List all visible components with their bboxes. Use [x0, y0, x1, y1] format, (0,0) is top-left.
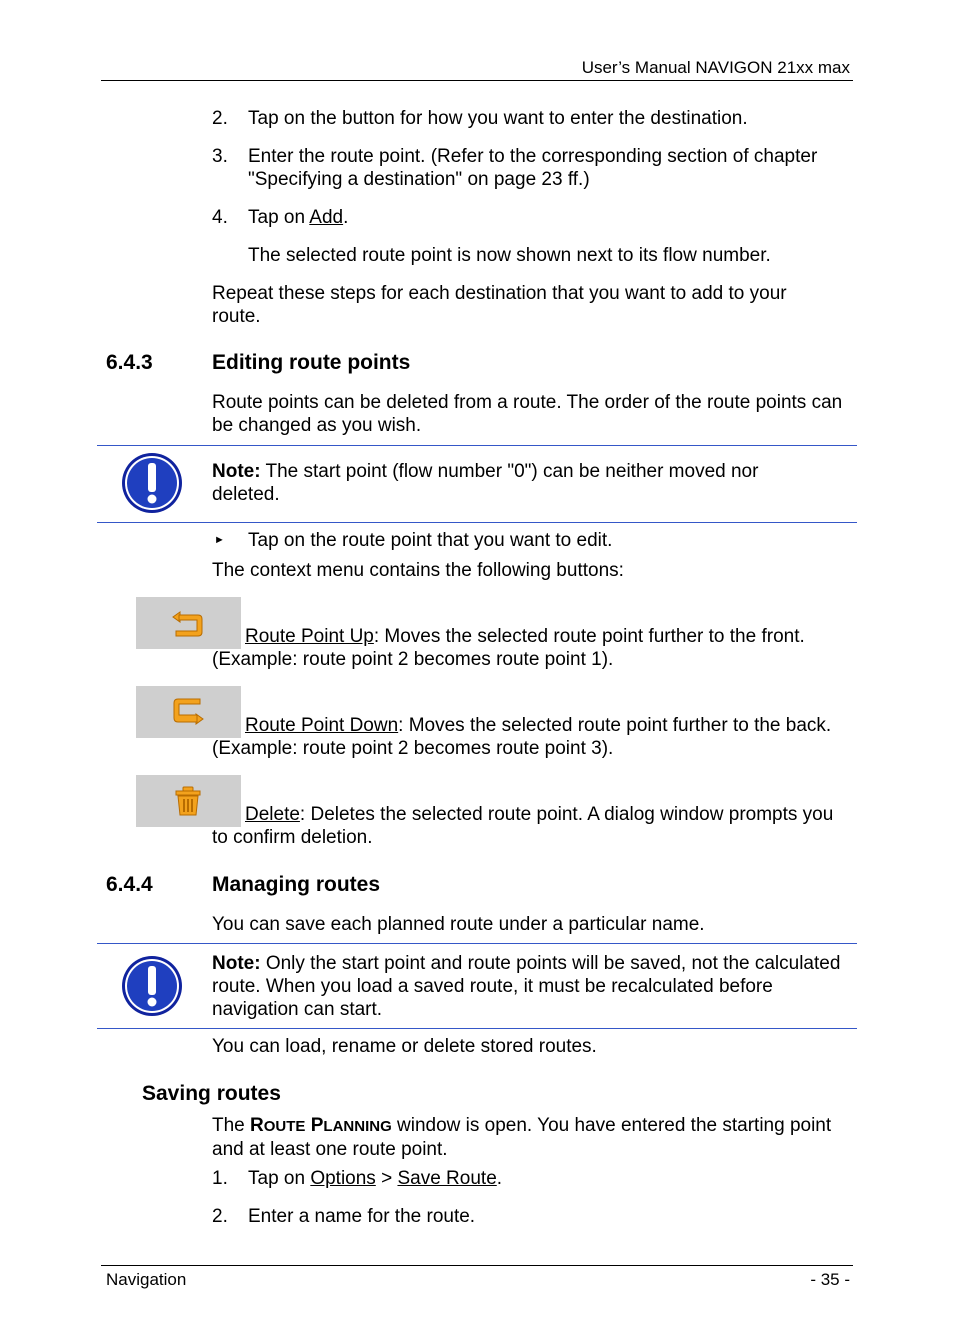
options-link[interactable]: Options	[310, 1168, 376, 1189]
note-rule-top	[97, 943, 857, 944]
step-number: 3.	[212, 146, 228, 167]
after-note-text: You can load, rename or delete stored routes.	[212, 1036, 597, 1057]
step-number: 2.	[212, 108, 228, 129]
section-title: Managing routes	[212, 873, 381, 896]
route-point-up-desc: Route Point Up: Moves the selected route point further to the front. (Example: route point 2 becomes route point 1).	[212, 626, 805, 670]
note-rule-bottom	[97, 522, 857, 523]
saving-intro: The ROUTE PLANNING window is open. You have entered the starting point and at least one route point.	[212, 1115, 832, 1160]
save-route-link[interactable]: Save Route	[397, 1168, 497, 1189]
step-number: 1.	[212, 1168, 228, 1189]
header-rule	[101, 80, 853, 81]
exclamation-icon	[121, 955, 183, 1017]
step-number: 2.	[212, 1206, 228, 1227]
add-link[interactable]: Add	[309, 207, 344, 228]
step-text: Tap on the button for how you want to enter the destination.	[248, 108, 748, 129]
subsection-title: Saving routes	[142, 1082, 281, 1105]
step-text: Enter the route point. (Refer to the corresponding section of chapter "Specifying a destination" on page 23 ff.)	[248, 146, 818, 190]
note-text: Note: The start point (flow number "0") can be neither moved nor deleted.	[212, 461, 759, 505]
context-menu-intro: The context menu contains the following buttons:	[212, 560, 624, 581]
section-number: 6.4.4	[106, 873, 153, 896]
route-point-down-icon	[170, 694, 206, 730]
section-title: Editing route points	[212, 351, 411, 374]
note-rule-top	[97, 445, 857, 446]
route-point-down-desc: Route Point Down: Moves the selected route point further to the back. (Example: route point 2 becomes route point 3).	[212, 715, 832, 759]
route-point-down-link[interactable]: Route Point Down	[245, 715, 399, 736]
bullet-text: Tap on the route point that you want to edit.	[248, 530, 613, 551]
step-number: 4.	[212, 207, 228, 228]
step-result: The selected route point is now shown next to its flow number.	[248, 245, 771, 266]
route-point-up-link[interactable]: Route Point Up	[245, 626, 374, 647]
section-intro: Route points can be deleted from a route. The order of the route points can be changed as you wish.	[212, 392, 843, 436]
note-rule-bottom	[97, 1028, 857, 1029]
section-number: 6.4.3	[106, 351, 153, 374]
note-text: Note: Only the start point and route points will be saved, not the calculated route. When you load a saved route, it must be recalculated before navigation can start.	[212, 953, 841, 1020]
page-header: User’s Manual NAVIGON 21xx max	[581, 58, 850, 77]
bullet-marker: ►	[214, 534, 225, 546]
footer-section: Navigation	[106, 1270, 187, 1289]
page-number: - 35 -	[810, 1270, 850, 1289]
delete-link[interactable]: Delete	[245, 804, 300, 825]
exclamation-icon	[121, 452, 183, 514]
delete-desc: Delete: Deletes the selected route point. A dialog window prompts you to confirm deletion.	[212, 804, 834, 848]
step-text: Tap on Options > Save Route.	[248, 1168, 503, 1189]
step-text: Tap on Add.	[248, 207, 349, 228]
route-point-up-icon	[170, 605, 206, 641]
repeat-paragraph: Repeat these steps for each destination that you want to add to your route.	[212, 283, 787, 327]
step-text: Enter a name for the route.	[248, 1206, 476, 1227]
footer-rule	[101, 1265, 853, 1266]
trash-icon	[170, 783, 206, 819]
section-intro: You can save each planned route under a particular name.	[212, 914, 705, 935]
